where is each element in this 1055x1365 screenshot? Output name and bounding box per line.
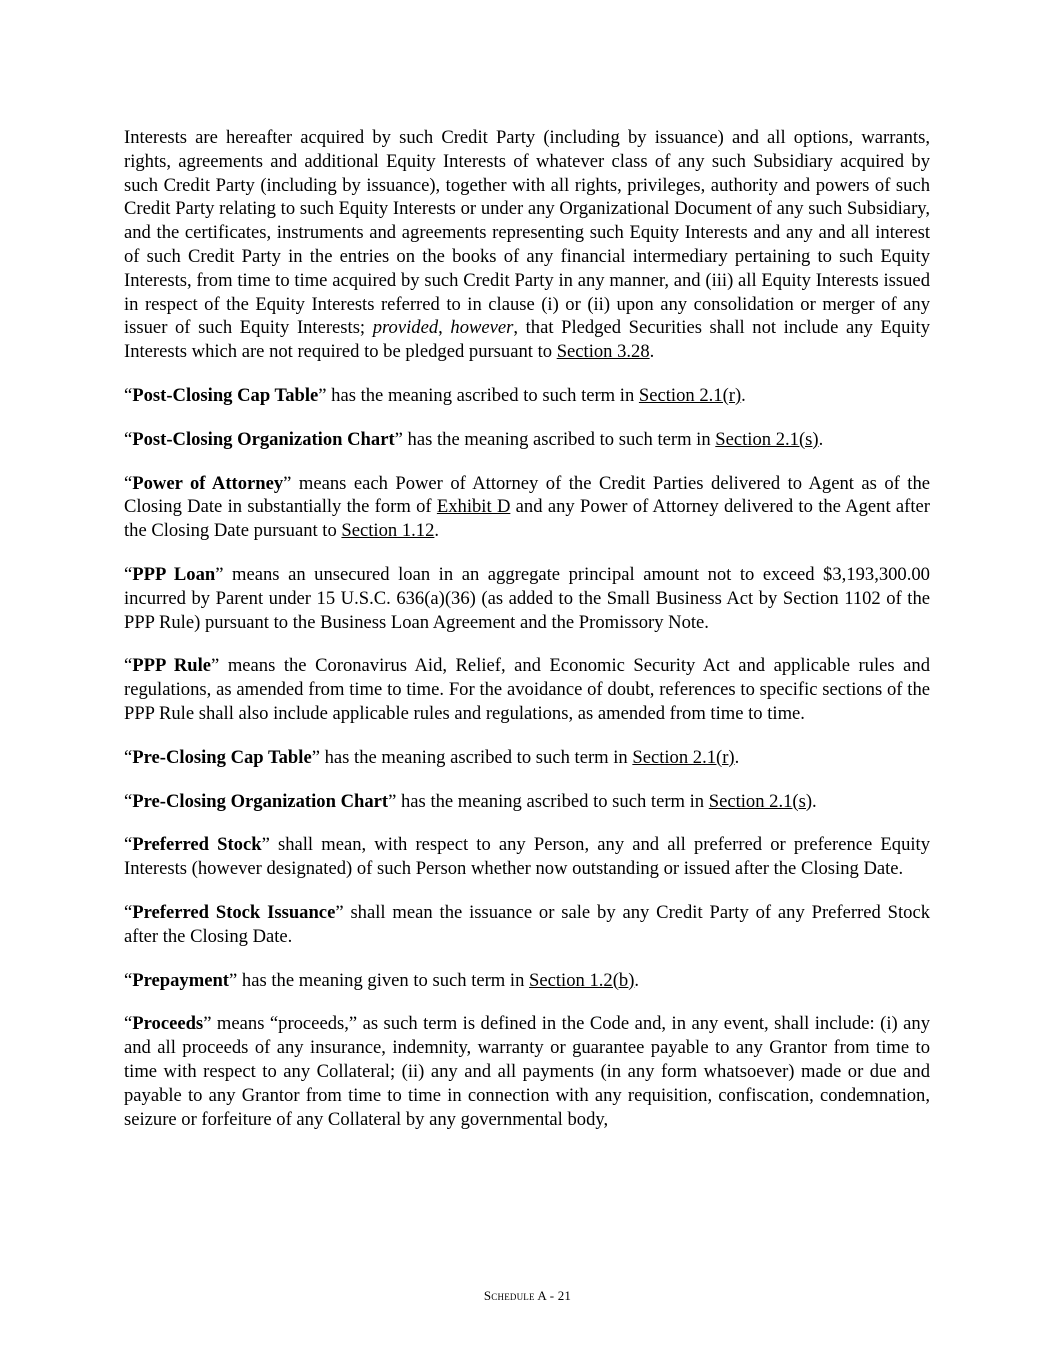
- definition-text: shall mean the issuance or sale by any Credit Party of any Preferred Stock after the Closing Date.: [124, 901, 930, 947]
- defined-term: Post-Closing Cap Table: [132, 384, 319, 406]
- definition-ppp-rule: [124, 654, 930, 725]
- close-quote: ”: [211, 655, 220, 677]
- defined-term: Post-Closing Organization Chart: [132, 428, 395, 450]
- close-quote: ”: [335, 901, 344, 923]
- intro-comma: ,: [438, 317, 451, 339]
- intro-italic-however: however: [450, 317, 514, 339]
- definition-text: has the meaning ascribed to such term in: [402, 428, 716, 450]
- close-quote: ”: [203, 1013, 212, 1035]
- definition-end: .: [734, 746, 740, 768]
- close-quote: ”: [215, 563, 224, 585]
- definition-text: has the meaning ascribed to such term in: [396, 790, 709, 812]
- defined-term: Pre-Closing Cap Table: [132, 746, 312, 768]
- defined-term: Prepayment: [132, 969, 230, 991]
- section-reference-link[interactable]: Section 1.12: [341, 520, 435, 542]
- open-quote: “: [124, 384, 133, 406]
- definition-text: means an unsecured loan in an aggregate principal amount not to exceed $3,193,300.00 incurred by Parent under 15 U.S.C. 636(a)(36) (as added to the Small Business Act by Section 1102 of the PPP Rule) pursuant to the Business Loan Agreement and the Promissory Note.: [124, 563, 930, 633]
- close-quote: ”: [394, 428, 403, 450]
- definition-text: shall mean, with respect to any Person, any and all preferred or preference Equity Interests (however designated) of such Person whether now outstanding or issued after the Closing Date.: [124, 834, 931, 880]
- open-quote: “: [124, 655, 133, 677]
- open-quote: “: [124, 790, 133, 812]
- defined-term: Power of Attorney: [132, 472, 284, 494]
- close-quote: ”: [261, 834, 270, 856]
- section-reference-link[interactable]: Section 2.1(s): [715, 428, 819, 450]
- intro-end: .: [649, 341, 655, 363]
- document-page: [124, 126, 930, 1151]
- exhibit-reference-link[interactable]: Exhibit D: [436, 496, 511, 518]
- page-footer: Schedule A - 21: [483, 1288, 572, 1303]
- open-quote: “: [124, 834, 133, 856]
- defined-term: PPP Loan: [132, 563, 216, 585]
- defined-term: Preferred Stock: [132, 834, 262, 856]
- definition-post-closing-cap-table: [124, 384, 930, 408]
- defined-term: PPP Rule: [132, 655, 212, 677]
- definition-post-closing-organization-chart: [124, 428, 930, 452]
- definition-end: .: [634, 969, 640, 991]
- section-reference-link[interactable]: Section 1.2(b): [529, 969, 635, 991]
- definition-text: has the meaning ascribed to such term in: [326, 384, 639, 406]
- definition-prepayment: [124, 969, 930, 993]
- close-quote: ”: [318, 384, 327, 406]
- definition-proceeds: [124, 1012, 930, 1131]
- open-quote: “: [124, 901, 133, 923]
- close-quote: ”: [229, 969, 238, 991]
- open-quote: “: [124, 428, 133, 450]
- section-reference-link[interactable]: Section 2.1(s): [708, 790, 813, 812]
- definition-text-2: and any Power of Attorney delivered to the Agent after the Closing Date pursuant to: [124, 496, 930, 542]
- definition-end: .: [741, 384, 746, 406]
- definition-power-of-attorney: [124, 472, 930, 543]
- section-reference-link[interactable]: Section 2.1(r): [632, 746, 735, 768]
- intro-text: Interests are hereafter acquired by such Credit Party (including by issuance) and all options, warrants, rights, agreements and additional Equity Interests of whatever class of any such Subsidiary acquired by such Credit Party (including by issuance), together with all rights, privileges, authority and powers of such Credit Party relating to such Equity Interests or under any Organizational Document of any such Subsidiary, and the certificates, instruments and agreements representing such Equity Interests and any and all interest of such Credit Party in the entries on the books of any financial intermediary pertaining to such Equity Interests, from time to time acquired by such Credit Party in any manner, and (iii) all Equity Interests issued in respect of the Equity Interests referred to in clause (i) or (ii) upon any consolidation or merger of any issuer of such Equity Interests;: [124, 127, 930, 339]
- definition-preferred-stock: [124, 833, 930, 881]
- open-quote: “: [124, 969, 133, 991]
- definition-pre-closing-cap-table: [124, 746, 930, 770]
- section-reference-link[interactable]: Section 3.28: [556, 341, 650, 363]
- definition-text: means “proceeds,” as such term is defined in the Code and, in any event, shall include: (i) any and all proceeds of any insurance, indemnity, warranty or guarantee payable to any Grantor from time to time with respect to any Collateral; (ii) any and all payments (in any form whatsoever) made or due and payable to any Grantor from time to time in connection with any requisition, confiscation, condemnation, seizure or forfeiture of any Collateral by any governmental body,: [124, 1013, 930, 1130]
- definition-preferred-stock-issuance: [124, 901, 930, 949]
- definition-text: has the meaning given to such term in: [237, 969, 530, 991]
- intro-paragraph: [124, 126, 930, 364]
- definition-end: .: [434, 520, 440, 542]
- definition-end: .: [818, 428, 824, 450]
- intro-italic-provided: provided: [372, 317, 439, 339]
- definition-end: .: [812, 790, 817, 812]
- definition-pre-closing-organization-chart: [124, 790, 930, 814]
- definition-ppp-loan: [124, 563, 930, 634]
- close-quote: ”: [311, 746, 320, 768]
- open-quote: “: [124, 746, 133, 768]
- close-quote: ”: [388, 790, 397, 812]
- section-reference-link[interactable]: Section 2.1(r): [638, 384, 742, 406]
- close-quote: ”: [283, 472, 292, 494]
- open-quote: “: [124, 472, 133, 494]
- defined-term: Pre-Closing Organization Chart: [132, 790, 389, 812]
- definition-text: has the meaning ascribed to such term in: [319, 746, 633, 768]
- open-quote: “: [124, 1013, 133, 1035]
- open-quote: “: [124, 563, 133, 585]
- definition-text: means each Power of Attorney of the Credit Parties delivered to Agent as of the Closing Date in substantially the form of: [124, 472, 930, 518]
- defined-term: Proceeds: [132, 1013, 204, 1035]
- defined-term: Preferred Stock Issuance: [132, 901, 336, 923]
- definition-text: means the Coronavirus Aid, Relief, and Economic Security Act and applicable rules and regulations, as amended from time to time. For the avoidance of doubt, references to specific sections of the PPP Rule shall also include applicable rules and regulations, as amended from time to time.: [124, 655, 930, 724]
- intro-text-2: , that Pledged Securities shall not include any Equity Interests which are not required to be pledged pursuant to: [124, 317, 931, 363]
